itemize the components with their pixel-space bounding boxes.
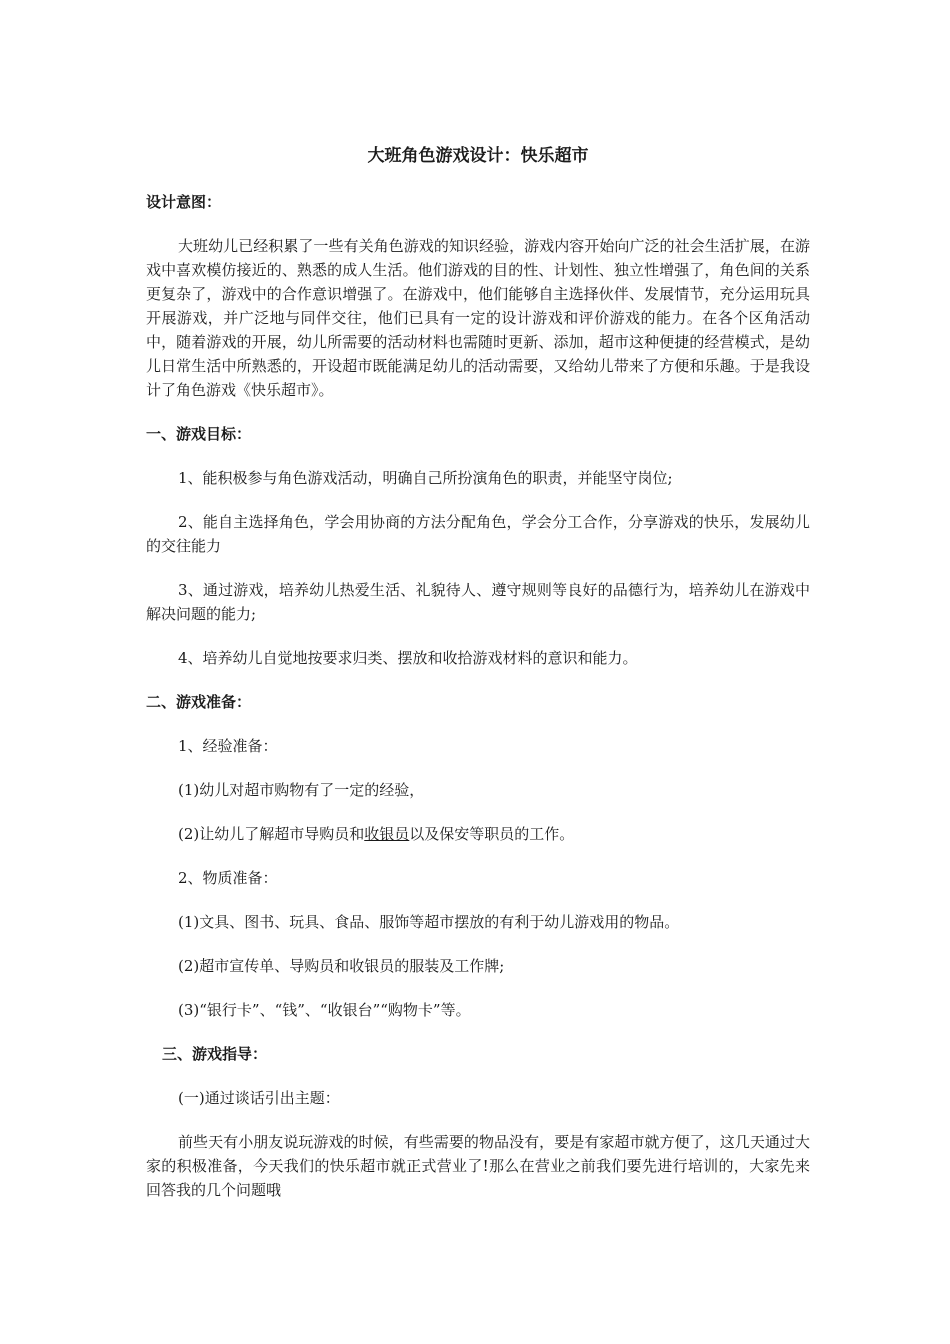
material-item: (2)超市宣传单、导购员和收银员的服装及工作牌;: [178, 957, 505, 975]
goal-item: 4、培养幼儿自觉地按要求归类、摆放和收拾游戏材料的意识和能力。: [178, 649, 638, 667]
document-title: 大班角色游戏设计：快乐超市: [367, 146, 589, 166]
material-item: (3)“银行卡”、“钱”、“收银台”“购物卡”等。: [178, 1001, 471, 1019]
cashier-link[interactable]: 收银员: [364, 825, 410, 843]
goals-heading: 一、游戏目标：: [146, 425, 252, 443]
experience-item-text: (2)让幼儿了解超市导购员和: [178, 825, 365, 843]
goal-item: 3、通过游戏，培养幼儿热爱生活、礼貌待人、遵守规则等良好的品德行为，培养幼儿在游戏中解决问题的能力;: [146, 581, 810, 623]
goal-item: 2、能自主选择角色，学会用协商的方法分配角色，学会分工合作，分享游戏的快乐，发展幼儿的交往能力: [146, 513, 810, 555]
goal-item: 1、能积极参与角色游戏活动，明确自己所扮演角色的职责，并能坚守岗位;: [178, 469, 673, 487]
document-page: [146, 140, 810, 1222]
material-heading: 2、物质准备：: [178, 869, 278, 887]
experience-heading: 1、经验准备：: [178, 737, 278, 755]
guidance-paragraph: 前些天有小朋友说玩游戏的时候，有些需要的物品没有，要是有家超市就方便了，这几天通过大家的积极准备，今天我们的快乐超市就正式营业了!那么在营业之前我们要先进行培训的，大家先来回答我的几个问题哦: [146, 1133, 810, 1199]
experience-item-text: 以及保安等职员的工作。: [409, 825, 575, 843]
material-item: (1)文具、图书、玩具、食品、服饰等超市摆放的有利于幼儿游戏用的物品。: [178, 913, 680, 931]
experience-item: [146, 822, 810, 846]
preparation-heading: 二、游戏准备：: [146, 693, 252, 711]
guidance-sub-heading: (一)通过谈话引出主题：: [178, 1089, 340, 1107]
design-intent-heading: 设计意图：: [146, 193, 222, 211]
experience-item: (1)幼儿对超市购物有了一定的经验，: [178, 781, 425, 799]
guidance-heading: 三、游戏指导：: [162, 1045, 268, 1063]
design-intent-paragraph: 大班幼儿已经积累了一些有关角色游戏的知识经验，游戏内容开始向广泛的社会生活扩展，在游戏中喜欢模仿接近的、熟悉的成人生活。他们游戏的目的性、计划性、独立性增强了，角色间的关系更复杂了，游戏中的合作意识增强了。在游戏中，他们能够自主选择伙伴、发展情节，充分运用玩具开展游戏，并广泛地与同伴交往，他们已具有一定的设计游戏和评价游戏的能力。在各个区角活动中，随着游戏的开展，幼儿所需要的活动材料也需随时更新、添加，超市这种便捷的经营模式，是幼儿日常生活中所熟悉的，开设超市既能满足幼儿的活动需要，又给幼儿带来了方便和乐趣。于是我设计了角色游戏《快乐超市》。: [146, 237, 810, 399]
